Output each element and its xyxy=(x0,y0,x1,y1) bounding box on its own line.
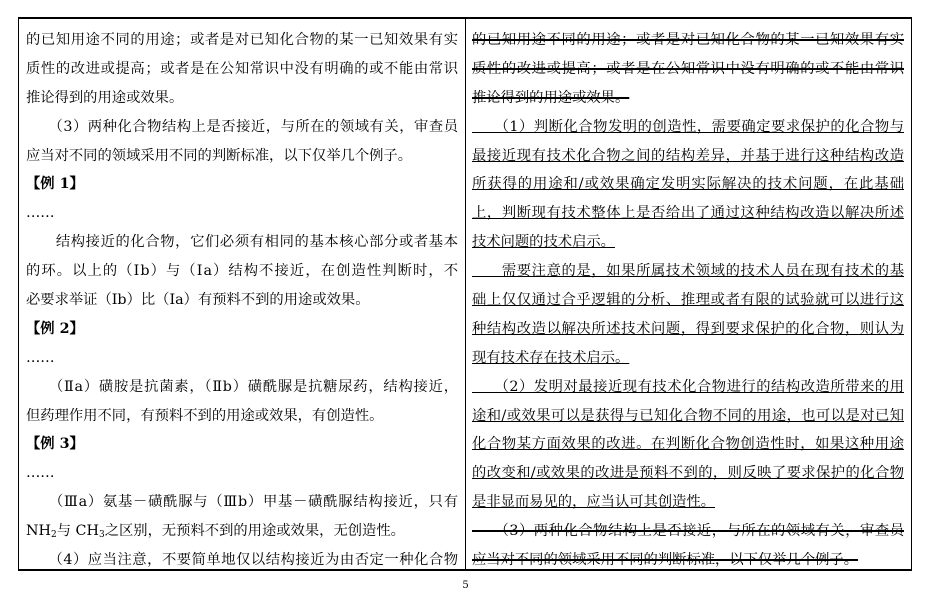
line-text: 上，判断现有技术整体上是否给出了通过这种结构改造以解决所述 xyxy=(472,205,904,222)
line-text: 的环。以上的（Ⅰb）与（Ⅰa）结构不接近，在创造性判断时，不 xyxy=(26,263,458,280)
line-text: （3）两种化合物结构上是否接近，与所在的领域有关，审查员 xyxy=(472,523,904,540)
right-column-line xyxy=(472,459,904,488)
line-text: 所获得的用途和/或效果确定发明实际解决的技术问题，在此基础 xyxy=(472,176,904,193)
right-column-line xyxy=(472,517,904,546)
line-text: 必要求举证（Ib）比（Ia）有预料不到的用途或效果。 xyxy=(26,292,370,309)
line-text: 是非显而易见的，应当认可其创造性。 xyxy=(472,494,716,511)
left-column-original-text xyxy=(26,26,458,575)
line-text: （3）两种化合物结构上是否接近，与所在的领域有关，审查员 xyxy=(26,118,458,135)
line-text: （1）判断化合物发明的创造性，需要确定要求保护的化合物与 xyxy=(472,118,904,135)
right-column-line xyxy=(472,488,904,517)
line-text: 现有技术存在技术启示。 xyxy=(472,349,630,366)
left-column-line xyxy=(26,430,458,459)
line-text: （4）应当注意，不要简单地仅以结构接近为由否定一种化合物 xyxy=(26,552,458,569)
line-text: …… xyxy=(26,349,55,366)
line-text: 质性的改进或提高；或者是在公知常识中没有明确的或不能由常识 xyxy=(472,60,904,77)
column-divider xyxy=(465,19,466,569)
subscript: 2 xyxy=(50,530,57,541)
line-text: 【例 2】 xyxy=(26,320,84,337)
left-column-line xyxy=(26,84,458,113)
line-text: 的改变和/或效果的改进是预料不到的，则反映了要求保护的化合物 xyxy=(472,465,904,482)
line-text: 的已知用途不同的用途；或者是对已知化合物的某一已知效果有实 xyxy=(472,32,904,48)
left-column-line xyxy=(26,315,458,344)
line-text: （2）发明对最接近现有技术化合物进行的结构改造所带来的用 xyxy=(472,378,904,395)
line-text: （Ⅱa）磺胺是抗菌素，（Ⅱb）磺酰脲是抗糖尿药，结构接近， xyxy=(26,378,458,395)
right-column-line xyxy=(472,546,904,575)
subscript: 3 xyxy=(98,530,105,541)
right-column-line xyxy=(472,430,904,459)
comparison-table xyxy=(18,17,912,571)
right-column-line xyxy=(472,142,904,171)
line-text: 础上仅仅通过合乎逻辑的分析、推理或者有限的试验就可以进行这 xyxy=(472,292,904,309)
text-run: NH xyxy=(26,523,51,540)
left-column-line xyxy=(26,373,458,402)
line-text: 应当对不同的领域采用不同的判断标准，以下仅举几个例子。 xyxy=(472,552,859,569)
page-number: 5 xyxy=(462,580,469,591)
right-column-line xyxy=(472,199,904,228)
line-text: 推论得到的用途或效果。 xyxy=(472,89,630,106)
left-column-line xyxy=(26,459,458,488)
line-text: 【例 1】 xyxy=(26,176,84,193)
line-text: 应当对不同的领域采用不同的判断标准，以下仅举几个例子。 xyxy=(26,147,413,164)
right-column-line xyxy=(472,113,904,142)
line-text: 最接近现有技术化合物之间的结构差异，并基于进行这种结构改造 xyxy=(472,147,904,164)
left-column-line xyxy=(26,26,458,55)
right-column-line xyxy=(472,26,904,55)
right-column-line xyxy=(472,84,904,113)
text-run: 与 CH xyxy=(56,523,99,540)
left-column-line xyxy=(26,344,458,373)
left-column-line xyxy=(26,55,458,84)
line-text: 种结构改造以解决所述技术问题，得到要求保护的化合物，则认为 xyxy=(472,320,904,337)
right-column-line xyxy=(472,257,904,286)
line-text: 技术问题的技术启示。 xyxy=(472,234,615,251)
line-text: 的已知用途不同的用途；或者是对已知化合物的某一已知效果有实 xyxy=(26,32,458,48)
left-column-line xyxy=(26,517,458,546)
line-text: …… xyxy=(26,205,55,222)
right-column-line xyxy=(472,55,904,84)
line-text: 质性的改进或提高；或者是在公知常识中没有明确的或不能由常识 xyxy=(26,60,458,77)
right-column-line xyxy=(472,315,904,344)
line-text: …… xyxy=(26,465,55,482)
right-column-line xyxy=(472,170,904,199)
line-text: 推论得到的用途或效果。 xyxy=(26,89,184,106)
text-run: 之区别，无预料不到的用途或效果，无创造性。 xyxy=(104,523,405,540)
line-text: 途和/或效果可以是获得与已知化合物不同的用途，也可以是对已知 xyxy=(472,407,904,424)
line-text: 结构接近的化合物，它们必须有相同的基本核心部分或者基本 xyxy=(26,234,458,251)
line-text: 但药理作用不同，有预料不到的用途或效果，有创造性。 xyxy=(26,407,384,424)
line-text: （Ⅲa）氨基－磺酰脲与（Ⅲb）甲基－磺酰脲结构接近，只有 xyxy=(26,494,458,511)
line-text: 需要注意的是，如果所属技术领域的技术人员在现有技术的基 xyxy=(472,263,904,280)
left-column-line xyxy=(26,488,458,517)
chemical-formula-line xyxy=(26,523,405,539)
left-column-line xyxy=(26,228,458,257)
left-column-line xyxy=(26,402,458,431)
left-column-line xyxy=(26,142,458,171)
left-column-line xyxy=(26,546,458,575)
right-column-line xyxy=(472,228,904,257)
right-column-line xyxy=(472,286,904,315)
line-text: 化合物某方面效果的改进。在判断化合物创造性时，如果这种用途 xyxy=(472,436,904,453)
left-column-line xyxy=(26,113,458,142)
left-column-line xyxy=(26,286,458,315)
right-column-line xyxy=(472,373,904,402)
line-text: 【例 3】 xyxy=(26,436,84,453)
right-column-line xyxy=(472,344,904,373)
left-column-line xyxy=(26,257,458,286)
right-column-revised-text xyxy=(472,26,904,575)
left-column-line xyxy=(26,170,458,199)
right-column-line xyxy=(472,402,904,431)
left-column-line xyxy=(26,199,458,228)
